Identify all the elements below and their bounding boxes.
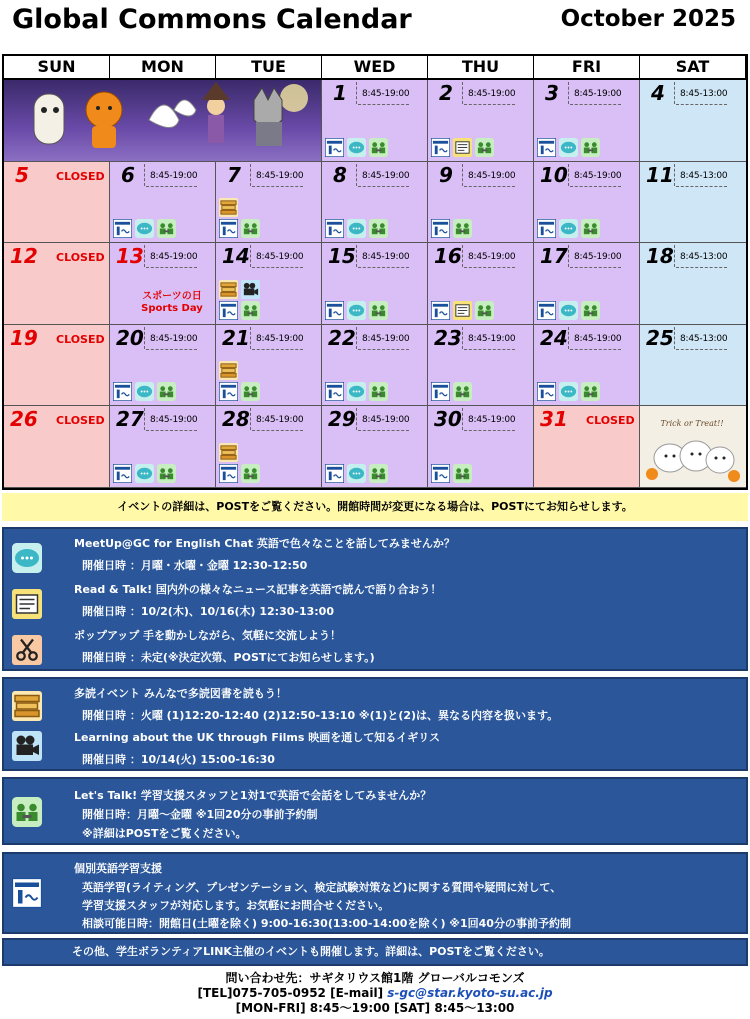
event-date: 開催日時 ：10/2(木)、10/16(木) 12:30-13:00 — [82, 605, 334, 618]
event-title: 個別英語学習支援 — [74, 862, 162, 875]
talk-icon — [157, 464, 176, 483]
chat-icon — [559, 301, 578, 320]
talk-icon — [453, 464, 472, 483]
newspaper-icon — [453, 301, 472, 320]
closed-label: CLOSED — [56, 169, 105, 183]
volunteer-text: その他、学生ボランティアLINK主催のイベントも開催します。詳細は、POSTをご覧ください。 — [72, 945, 550, 958]
opening-hours: 8:45-19:00 — [574, 252, 622, 263]
closed-label: CLOSED — [56, 332, 105, 346]
month-label: October 2025 — [560, 6, 736, 32]
day-number: 27 — [116, 407, 144, 432]
event-date: 開催日時 ：10/14(火) 15:00-16:30 — [82, 753, 275, 766]
opening-hours: 8:45-19:00 — [150, 252, 198, 263]
desk-icon — [537, 219, 556, 238]
events-panel-talk — [2, 777, 748, 845]
desk-icon — [219, 219, 238, 238]
opening-hours: 8:45-19:00 — [574, 333, 622, 344]
books-icon — [219, 361, 238, 380]
event-date: 開催日時：月曜～金曜 ※1回20分の事前予約制 — [82, 808, 318, 821]
talk-icon — [369, 301, 388, 320]
holiday-note — [130, 291, 214, 315]
day-cell[interactable] — [640, 243, 746, 325]
talk-icon — [453, 382, 472, 401]
talk-icon — [157, 382, 176, 401]
day-number: 18 — [646, 244, 674, 269]
weekday-header: SAT — [640, 56, 746, 80]
opening-hours: 8:45-19:00 — [468, 333, 516, 344]
day-number: 28 — [222, 407, 250, 432]
chat-icon — [347, 219, 366, 238]
talk-icon — [241, 219, 260, 238]
desk-icon — [325, 464, 344, 483]
desk-icon — [537, 301, 556, 320]
day-cell[interactable] — [110, 406, 216, 488]
opening-hours: 8:45-19:00 — [468, 170, 516, 181]
day-number: 29 — [328, 407, 356, 432]
opening-hours: 8:45-19:00 — [150, 170, 198, 181]
talk-icon — [241, 464, 260, 483]
desk-icon — [431, 301, 450, 320]
opening-hours: 8:45-19:00 — [256, 415, 304, 426]
chat-icon — [135, 464, 154, 483]
day-cell[interactable] — [428, 162, 534, 244]
desk-icon — [431, 464, 450, 483]
talk-icon — [369, 382, 388, 401]
day-number: 30 — [434, 407, 462, 432]
desk-icon — [537, 138, 556, 157]
opening-hours: 8:45-19:00 — [256, 333, 304, 344]
trick-or-treat-illustration — [640, 406, 746, 488]
weekday-header: WED — [322, 56, 428, 80]
day-cell[interactable] — [322, 325, 428, 407]
desk-icon — [113, 382, 132, 401]
day-cell[interactable] — [4, 406, 110, 488]
talk-icon — [475, 301, 494, 320]
opening-hours: 8:45-19:00 — [362, 252, 410, 263]
contact-line — [0, 986, 750, 1001]
halloween-illustration — [4, 80, 322, 162]
contact-email[interactable]: s-gc@star.kyoto-su.ac.jp — [387, 986, 553, 1000]
opening-hours: 8:45-19:00 — [362, 415, 410, 426]
day-cell[interactable] — [640, 162, 746, 244]
page-title: Global Commons Calendar — [12, 4, 412, 35]
talk-icon — [581, 138, 600, 157]
day-cell[interactable] — [428, 325, 534, 407]
day-number: 11 — [646, 162, 674, 187]
contact-hours: [MON-FRI] 8:45～19:00 [SAT] 8:45～13:00 — [235, 1001, 515, 1015]
chat-icon — [347, 138, 366, 157]
opening-hours: 8:45-19:00 — [150, 333, 198, 344]
event-title: MeetUp@GC for English Chat 英語で色々なことを話してみませんか？ — [74, 537, 455, 550]
chat-icon — [135, 219, 154, 238]
opening-hours: 8:45-19:00 — [256, 170, 304, 181]
support-detail: 学習支援スタッフが対応します。お気軽にお問合せください。 — [82, 899, 390, 912]
desk-icon — [325, 301, 344, 320]
support-hours: 相談可能日時：開館日(土曜を除く) 9:00-16:30(13:00-14:00を除く) ※1回40分の事前予約制 — [82, 917, 571, 930]
weekday-header: MON — [110, 56, 216, 80]
talk-icon — [369, 464, 388, 483]
event-title: Let's Talk! 学習支援スタッフと1対1で英語で会話をしてみませんか？ — [74, 789, 432, 802]
opening-hours: 8:45-19:00 — [468, 415, 516, 426]
desk-icon — [219, 464, 238, 483]
day-number: 5 — [15, 162, 29, 187]
day-number: 2 — [439, 81, 453, 105]
day-number: 15 — [328, 244, 356, 269]
event-date: 開催日時 ：火曜 (1)12:20-12:40 (2)12:50-13:10 ※(1)と(2)は、異なる内容を扱います。 — [82, 709, 559, 722]
talk-icon — [581, 301, 600, 320]
contact-footer — [0, 971, 750, 1016]
day-cell[interactable] — [428, 406, 534, 488]
talk-icon — [241, 301, 260, 320]
day-number: 12 — [10, 244, 38, 269]
day-number: 16 — [434, 244, 462, 269]
day-cell[interactable] — [216, 243, 322, 325]
day-number: 17 — [540, 244, 568, 269]
day-cell[interactable] — [322, 162, 428, 244]
opening-hours: 8:45-19:00 — [256, 252, 304, 263]
opening-hours: 8:45-19:00 — [468, 89, 516, 99]
day-number: 23 — [434, 325, 462, 350]
books-icon — [219, 280, 238, 299]
chat-icon — [347, 301, 366, 320]
day-cell[interactable] — [640, 325, 746, 407]
opening-hours: 8:45-19:00 — [468, 252, 516, 263]
closed-label: CLOSED — [56, 414, 105, 428]
talk-icon — [369, 219, 388, 238]
weekday-header: SUN — [4, 56, 110, 80]
day-number: 25 — [646, 325, 674, 350]
day-number: 1 — [333, 81, 347, 105]
day-number: 10 — [540, 162, 568, 187]
notice-banner: イベントの詳細は、POSTをご覧ください。開館時間が変更になる場合は、POSTにてお知らせします。 — [2, 493, 748, 521]
chat-icon — [559, 382, 578, 401]
opening-hours: 8:45-19:00 — [150, 415, 198, 426]
events-panel-tuesday — [2, 677, 748, 771]
day-number: 19 — [10, 325, 38, 350]
holiday-name-en: Sports Day — [141, 303, 203, 315]
day-cell[interactable] — [322, 406, 428, 488]
treat-text: Trick or Treat!! — [660, 419, 724, 429]
desk-icon — [431, 138, 450, 157]
event-title: 多読イベント みんなで多読図書を読もう！ — [74, 687, 287, 700]
events-panel-regular — [2, 527, 748, 671]
film-camera-icon — [241, 280, 260, 299]
volunteer-panel — [2, 938, 748, 966]
weekday-header: TUE — [216, 56, 322, 80]
day-cell[interactable] — [4, 162, 110, 244]
books-icon — [219, 198, 238, 217]
day-number: 31 — [540, 407, 568, 432]
opening-hours: 8:45-19:00 — [362, 170, 410, 181]
day-cell[interactable] — [534, 243, 640, 325]
opening-hours: 8:45-13:00 — [680, 89, 728, 99]
event-date: 開催日時 ：未定(※決定次第、POSTにてお知らせします。) — [82, 651, 375, 664]
day-cell[interactable] — [640, 80, 746, 162]
chat-icon — [135, 382, 154, 401]
event-title: ポップアップ 手を動かしながら、気軽に交流しよう！ — [74, 629, 342, 642]
day-cell[interactable] — [4, 243, 110, 325]
support-detail: 英語学習(ライティング、プレゼンテーション、検定試験対策など)に関する質問や疑問に対して、 — [82, 881, 562, 894]
opening-hours: 8:45-19:00 — [574, 89, 622, 99]
day-number: 22 — [328, 325, 356, 350]
day-number: 6 — [121, 162, 135, 187]
day-cell[interactable] — [110, 162, 216, 244]
weekday-header: FRI — [534, 56, 640, 80]
day-cell[interactable] — [428, 243, 534, 325]
day-cell[interactable] — [216, 325, 322, 407]
weekday-header: THU — [428, 56, 534, 80]
day-number: 24 — [540, 325, 568, 350]
newspaper-icon — [453, 138, 472, 157]
talk-icon — [157, 219, 176, 238]
opening-hours: 8:45-13:00 — [680, 170, 728, 181]
desk-icon — [431, 219, 450, 238]
opening-hours: 8:45-19:00 — [362, 333, 410, 344]
day-number: 14 — [222, 244, 250, 269]
talk-icon — [241, 382, 260, 401]
day-cell[interactable] — [110, 243, 216, 325]
opening-hours: 8:45-13:00 — [680, 333, 728, 344]
day-cell[interactable] — [216, 162, 322, 244]
day-number: 8 — [333, 162, 347, 187]
event-note: ※詳細はPOSTをご覧ください。 — [82, 827, 247, 840]
desk-icon — [325, 219, 344, 238]
desk-icon — [537, 382, 556, 401]
talk-icon — [581, 219, 600, 238]
desk-icon — [219, 301, 238, 320]
day-number: 21 — [222, 325, 250, 350]
day-cell[interactable] — [322, 243, 428, 325]
day-cell[interactable] — [216, 406, 322, 488]
day-number: 13 — [116, 244, 144, 269]
day-cell[interactable] — [110, 325, 216, 407]
desk-icon — [113, 219, 132, 238]
talk-icon — [475, 138, 494, 157]
day-number: 20 — [116, 325, 144, 350]
event-title: Read & Talk! 国内外の様々なニュース記事を英語で読んで語り合おう！ — [74, 583, 442, 596]
chat-icon — [559, 138, 578, 157]
day-cell[interactable] — [322, 80, 428, 162]
events-panel-support — [2, 852, 748, 934]
day-number: 9 — [439, 162, 453, 187]
desk-icon — [219, 382, 238, 401]
holiday-name-jp: スポーツの日 — [142, 291, 202, 303]
day-cell[interactable] — [534, 162, 640, 244]
calendar-grid — [2, 54, 748, 490]
page-header — [0, 0, 750, 52]
contact-tel: [TEL]075-705-0952 [E-mail] — [197, 986, 384, 1000]
day-cell[interactable] — [4, 325, 110, 407]
day-cell[interactable] — [534, 406, 640, 488]
chat-icon — [559, 219, 578, 238]
talk-icon — [369, 138, 388, 157]
desk-icon — [431, 382, 450, 401]
event-date: 開催日時 ：月曜・水曜・金曜 12:30-12:50 — [82, 559, 308, 572]
day-cell[interactable] — [534, 80, 640, 162]
desk-icon — [325, 138, 344, 157]
talk-icon — [581, 382, 600, 401]
event-title: Learning about the UK through Films 映画を通して知るイギリス — [74, 731, 441, 744]
desk-icon — [113, 464, 132, 483]
closed-label: CLOSED — [56, 251, 105, 265]
day-cell[interactable] — [428, 80, 534, 162]
talk-icon — [453, 219, 472, 238]
opening-hours: 8:45-19:00 — [362, 89, 410, 99]
desk-icon — [325, 382, 344, 401]
day-number: 3 — [545, 81, 559, 105]
closed-label: CLOSED — [586, 414, 635, 428]
day-cell[interactable] — [534, 325, 640, 407]
day-number: 26 — [10, 407, 38, 432]
day-number: 7 — [227, 162, 241, 187]
opening-hours: 8:45-13:00 — [680, 252, 728, 263]
contact-location: 問い合わせ先：サギタリウス館1階 グローバルコモンズ — [225, 971, 525, 985]
day-number: 4 — [651, 81, 665, 105]
books-icon — [219, 443, 238, 462]
chat-icon — [347, 382, 366, 401]
chat-icon — [347, 464, 366, 483]
opening-hours: 8:45-19:00 — [574, 170, 622, 181]
